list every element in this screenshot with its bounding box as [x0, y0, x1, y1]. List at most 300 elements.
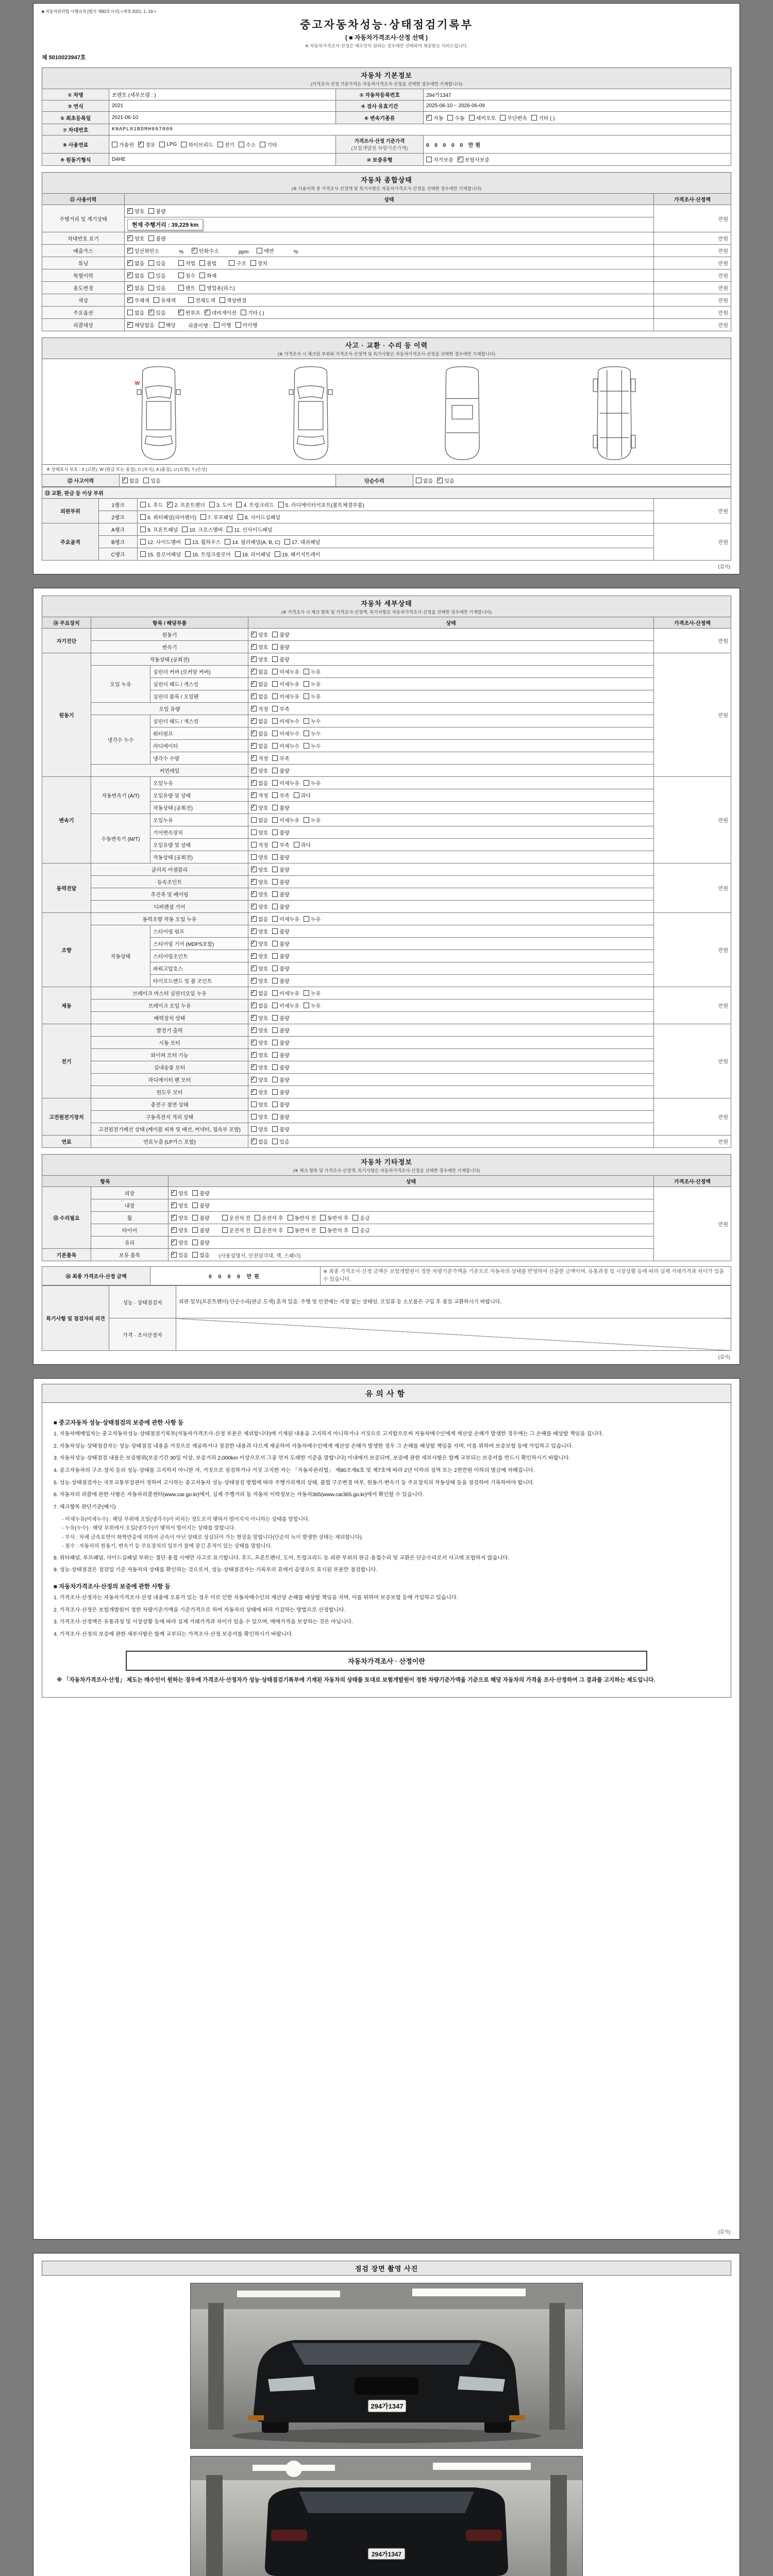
checkbox-icon [185, 539, 191, 545]
table-cell: 작동상태 (공회전) [150, 802, 248, 814]
notices-title: 유의사항 [42, 1384, 731, 1403]
checkbox-option [239, 141, 256, 148]
table-cell [248, 913, 654, 925]
checkbox-label: 적정 [258, 793, 268, 799]
checkbox-icon [447, 115, 453, 121]
checkbox-icon [272, 768, 278, 773]
checkbox-label: 자가보증 [433, 158, 453, 163]
checkbox-option [171, 1214, 188, 1222]
checkbox-option [227, 526, 272, 533]
checkbox-label: 불량 [279, 954, 290, 960]
checkbox-icon [304, 718, 309, 724]
checkbox-label: 있음 [178, 1253, 189, 1259]
checkbox-option [199, 272, 216, 279]
column-header: 가격조사·산정액 [654, 617, 731, 629]
checkbox-icon [251, 953, 257, 959]
field-value: D4HE [109, 154, 336, 166]
checkbox-label: 누유 [310, 917, 321, 923]
checkbox-label: 5. 라디에이터서포트(볼트체결부품) [285, 503, 364, 509]
table-cell: 만원 [654, 629, 731, 653]
checkbox-label: 양호 [258, 1028, 268, 1034]
table-cell [248, 1049, 654, 1061]
checkbox-label: 19. 패키지트레이 [281, 552, 321, 558]
field-label: ⑨ 원동기형식 [42, 154, 109, 166]
table-cell: 만원 [654, 307, 731, 319]
checkbox-label: 불량 [156, 236, 166, 242]
checkbox-icon [251, 1027, 257, 1033]
price-basis-label [336, 135, 424, 154]
checkbox-icon [272, 891, 278, 897]
checkbox-icon [127, 322, 133, 328]
table-cell [169, 1236, 654, 1249]
table-cell [169, 1187, 654, 1199]
table-cell: 오일유량 및 상태 [150, 789, 248, 802]
checkbox-label: 양호 [258, 769, 268, 774]
checkbox-option [171, 1239, 188, 1246]
checkbox-label: 불량 [279, 1041, 290, 1046]
checkbox-label: 없음 [258, 732, 268, 737]
table-cell [138, 499, 654, 511]
checkbox-icon [251, 1064, 257, 1070]
checkbox-label: 없음 [135, 274, 145, 279]
checkbox-icon [272, 1027, 278, 1033]
checkbox-icon [167, 502, 173, 507]
table-cell: 오일유량 및 상태 [150, 839, 248, 851]
car-diagrams [42, 359, 731, 464]
table-cell [248, 629, 654, 641]
table-cell [169, 1224, 654, 1236]
checkbox-label: 누수 [310, 732, 321, 737]
checkbox-label: 이행 [221, 323, 231, 329]
checkbox-label: 기타 [267, 142, 277, 148]
list-item: 7. 체크항목 판단기준(예시) [54, 1504, 116, 1511]
checkbox-label: 가솔린 [119, 142, 134, 148]
checkbox-label: 있음 [156, 274, 166, 279]
checkbox-option [171, 1189, 188, 1197]
checkbox-icon [257, 248, 262, 253]
checkbox-option [500, 114, 527, 122]
checkbox-option [272, 631, 289, 638]
checkbox-label: 불량 [279, 806, 290, 811]
table-row [42, 282, 731, 294]
checkbox-icon [304, 693, 309, 699]
checkbox-icon [251, 1040, 257, 1045]
checkbox-option [238, 513, 280, 521]
table-cell: 브레이크 오일 누유 [91, 999, 248, 1012]
table-cell: 원동기 [42, 653, 91, 777]
checkbox-icon [304, 990, 309, 996]
checkbox-icon [140, 539, 146, 545]
checkbox-option [251, 1088, 268, 1096]
checkbox-icon [272, 1064, 278, 1070]
notices-section-a-title: ■ 중고자동차 성능·상태점검의 보증에 관한 사항 등 [54, 1420, 184, 1426]
table-row [42, 245, 731, 257]
table-cell: 만원 [654, 913, 731, 987]
table-header-row [42, 194, 731, 205]
checkbox-label: 미세누유 [279, 1004, 299, 1009]
checkbox-label: 누유 [310, 1004, 321, 1009]
checkbox-option [251, 631, 268, 638]
table-row [42, 487, 731, 499]
section-title: 점검 장면 촬영 사진 [355, 2265, 418, 2273]
checkbox-option [426, 114, 443, 122]
checkbox-label: 화재 [206, 274, 217, 279]
checkbox-label: 미세누수 [279, 719, 299, 725]
table-cell: 만원 [654, 319, 731, 331]
checkbox-option [272, 804, 289, 811]
table-cell [248, 1061, 654, 1074]
checkbox-icon [127, 208, 133, 214]
checkbox-option [458, 156, 490, 163]
checkbox-icon [251, 1101, 257, 1107]
table-cell: 차대번호 표기 [42, 232, 125, 245]
checkbox-icon [227, 527, 232, 532]
checkbox-option [272, 915, 299, 923]
table-cell [169, 1212, 654, 1224]
checkbox-icon [272, 867, 278, 872]
checkbox-icon [148, 273, 154, 278]
table-cell: 냉각수 수량 [150, 752, 248, 765]
table-row [42, 629, 731, 641]
checkbox-label: 수소 [245, 142, 256, 148]
table-cell: 등속조인트 [91, 876, 248, 888]
table-cell [248, 1111, 654, 1123]
checkbox-option [426, 156, 453, 163]
checkbox-label: 양호 [178, 1216, 189, 1222]
table-cell [248, 666, 654, 678]
table-row [42, 1212, 731, 1224]
table-cell: 조향 [42, 913, 91, 987]
list-item: 6. 자동차의 리콜에 관한 사항은 자동차리콜센터(www.car.go.kr)에서, 실제 주행거리 등 자동차 이력정보는 자동차365(www.car365.go.kr)에서 확인할 수 있습니다. [54, 1492, 424, 1498]
checkbox-option [192, 1189, 209, 1197]
checkbox-icon [140, 527, 146, 532]
checkbox-label: 불량 [279, 929, 290, 935]
checkbox-icon [148, 235, 154, 241]
checkbox-label: 전체도색 [195, 298, 215, 304]
section-title: 사고 · 교환 · 수리 등 이력 [345, 342, 428, 349]
table-row [42, 100, 731, 112]
table-cell [169, 1249, 654, 1261]
checkbox-icon [214, 322, 220, 328]
table-row [42, 1318, 731, 1351]
checkbox-label: 무채색 [135, 298, 149, 304]
checkbox-option [272, 767, 289, 774]
checkbox-icon [416, 478, 422, 483]
table-cell [248, 1074, 654, 1086]
checkbox-icon [272, 706, 278, 711]
table-row [42, 269, 731, 282]
checkbox-option [251, 705, 268, 713]
checkbox-icon [272, 755, 278, 761]
checkbox-icon [272, 879, 278, 885]
checkbox-option [251, 1113, 268, 1121]
table-cell [413, 474, 731, 487]
table-cell: 자동변속기 (A/T) [91, 777, 150, 814]
checkbox-icon [251, 965, 257, 971]
table-cell [248, 1123, 654, 1136]
table-row [42, 205, 731, 217]
checkbox-option [192, 1214, 209, 1222]
checkbox-option [251, 655, 268, 663]
field-label: ⑩ 보증유형 [336, 154, 424, 166]
checkbox-icon [272, 990, 278, 996]
checkbox-label: 15. 플로어패널 [147, 552, 181, 558]
list-item: - 침수 : 자동차의 원동기, 변속기 등 주요장치의 일부가 물에 잠긴 흔적이 있는 상태를 말합니다. [62, 1544, 272, 1550]
table-cell: 만원 [654, 269, 731, 282]
table-cell: 색상 [42, 294, 125, 307]
table-cell: 작동상태 (공회전) [91, 653, 248, 666]
checkbox-option [272, 1063, 289, 1071]
checkbox-option [143, 477, 160, 484]
checkbox-option [251, 742, 268, 750]
checkbox-option [251, 952, 268, 960]
table-cell: 만원 [654, 282, 731, 294]
checkbox-icon [458, 157, 463, 162]
table-cell [248, 1037, 654, 1049]
table-cell: 오일 누유 [91, 666, 150, 703]
table-cell [138, 511, 654, 523]
checkbox-icon [251, 990, 257, 996]
checkbox-option [304, 680, 321, 688]
checkbox-label: 10. 크로스멤버 [189, 528, 223, 533]
checkbox-option [437, 477, 454, 484]
checkbox-icon [272, 1126, 278, 1132]
table-cell [248, 826, 654, 839]
checkbox-icon [272, 731, 278, 736]
checkbox-icon [426, 115, 432, 121]
checkbox-icon [272, 693, 278, 699]
table-cell: 제동 [42, 987, 91, 1024]
checkbox-icon [192, 1227, 198, 1233]
table-cell [248, 765, 654, 777]
table-cell [248, 851, 654, 863]
checkbox-label: 양호 [258, 1115, 268, 1121]
checkbox-option [272, 1051, 289, 1059]
table-cell [248, 1024, 654, 1037]
checkbox-icon [272, 1052, 278, 1058]
checkbox-option [304, 668, 321, 675]
checkbox-option [272, 742, 299, 750]
checkbox-icon [272, 1015, 278, 1021]
checkbox-icon [272, 978, 278, 984]
license-plate-rear: 294가1347 [371, 2551, 402, 2558]
table-cell [248, 1136, 654, 1148]
table-cell: 외장 [91, 1187, 169, 1199]
table-cell [248, 789, 654, 802]
checkbox-option [272, 890, 289, 898]
checkbox-option [272, 705, 289, 713]
checkbox-option [171, 1201, 188, 1209]
table-cell: 배력장치 상태 [91, 1012, 248, 1024]
checkbox-label: 양호 [178, 1204, 189, 1209]
table-row [42, 536, 731, 548]
checkbox-icon [251, 817, 257, 823]
checkbox-label: 7. 루프패널 [208, 515, 233, 521]
table-cell: 오일누유 [150, 777, 248, 789]
table-cell: 원동기 [91, 629, 248, 641]
checkbox-label: 불량 [279, 633, 290, 638]
price-basis-source: (보험개발원 차량기준가액) [351, 146, 408, 151]
table-cell [248, 641, 654, 653]
checkbox-label: 없음 [258, 670, 268, 675]
checkbox-label: 미세누수 [279, 744, 299, 750]
checkbox-icon [222, 1215, 228, 1221]
checkbox-icon [192, 1240, 198, 1245]
checkbox-option [255, 1226, 283, 1234]
checkbox-icon [181, 142, 187, 147]
table-cell: 주요골격 [42, 523, 99, 561]
notices-section-b-items [54, 1594, 719, 1639]
checkbox-option [255, 1214, 283, 1222]
table-cell: 내장 [91, 1199, 169, 1212]
checkbox-icon [222, 1227, 228, 1233]
table-cell: 1랭크 [99, 499, 138, 511]
table-row [42, 1086, 731, 1098]
checkbox-label: 양호 [258, 905, 268, 910]
table-cell [248, 876, 654, 888]
checkbox-label: 운전석 후 [262, 1216, 283, 1222]
checkbox-option [294, 841, 311, 849]
table-cell: 유리 [91, 1236, 169, 1249]
checkbox-option [140, 526, 178, 533]
table-cell: 수동변속기 (M/T) [91, 814, 150, 863]
section-photos [42, 2261, 731, 2276]
table-row [42, 523, 731, 536]
checkbox-icon [251, 780, 257, 786]
table-row [42, 217, 731, 232]
checkbox-label: 불량 [199, 1216, 210, 1222]
checkbox-label: 불량 [279, 1053, 290, 1059]
checkbox-option [251, 989, 268, 997]
checkbox-label: 누수 [310, 744, 321, 750]
table-row [42, 1098, 731, 1111]
table-cell [248, 901, 654, 913]
table-cell: 외판부위 [42, 499, 99, 523]
checkbox-label: 없음 [258, 1140, 268, 1145]
checkbox-label: 네비게이션 [211, 311, 237, 316]
checkbox-icon [159, 142, 165, 147]
table-cell: 연료 [42, 1136, 91, 1148]
checkbox-label: 불량 [279, 1028, 290, 1034]
checkbox-option [251, 828, 268, 836]
checkbox-option [272, 816, 299, 824]
checkbox-label: 미세누유 [279, 670, 299, 675]
table-cell: 라디에이터 [150, 740, 248, 752]
field-value: 294가1347 [424, 89, 731, 100]
checkbox-icon [171, 1215, 177, 1221]
checkbox-label: 4. 트렁크리드 [243, 503, 274, 509]
checkbox-option [272, 940, 289, 947]
checkbox-icon [127, 235, 133, 241]
checkbox-option [199, 259, 216, 267]
checkbox-label: 양호 [178, 1241, 189, 1246]
table-cell [125, 217, 654, 232]
checkbox-option [272, 1014, 289, 1022]
table-row [42, 154, 731, 166]
table-row [42, 511, 731, 523]
table-row [42, 474, 731, 487]
checkbox-label: 누수 [310, 719, 321, 725]
checkbox-label: 없음 [258, 744, 268, 750]
document-header [42, 16, 731, 49]
final-price-table [42, 1266, 731, 1285]
checkbox-icon [192, 248, 197, 253]
checkbox-icon [251, 1015, 257, 1021]
checkbox-option [304, 717, 321, 725]
section-basic-info [42, 67, 731, 89]
checkbox-option [304, 742, 321, 750]
checkbox-icon [239, 142, 244, 147]
checkbox-option [272, 878, 289, 886]
checkbox-label: 불량 [279, 979, 290, 985]
checkbox-label: 불량 [279, 905, 290, 910]
checkbox-label: 양호 [258, 1090, 268, 1096]
checkbox-option [304, 915, 321, 923]
checkbox-option [251, 643, 268, 651]
checkbox-label: 동반석 전 [294, 1228, 316, 1234]
checkbox-icon [255, 1227, 260, 1233]
accident-parts-table [42, 487, 731, 561]
list-item: 1. 가격조사·산정자는 자동차가격조사·산정 내용에 오류가 있는 경우 이로 인한 자동차매수인의 재산상 손해를 배상할 책임을 지며, 이를 위하여 보증보험 등에 가입하고 있습니다. [54, 1595, 458, 1601]
checkbox-option [127, 296, 149, 304]
checkbox-option [272, 841, 289, 849]
checkbox-option [140, 501, 163, 509]
price-appraisal-description: ※ 「자동차가격조사·산정」 제도는 매수인이 원하는 경우에 가격조사·산정자가 성능·상태점검기록부에 기재된 자동차의 상태를 토대로 보험개발원이 정한 차량기준가액을 기준으로 해당 자동차의 가격을 조사·산정하여 그 결과를 고지하는 제도입니다. [57, 1676, 656, 1683]
checkbox-icon [178, 310, 184, 315]
checkbox-label: 양호 [258, 1016, 268, 1022]
checkbox-icon [251, 1077, 257, 1082]
table-row [42, 876, 731, 888]
table-row [42, 641, 731, 653]
checkbox-option [159, 321, 176, 329]
checkbox-icon [272, 644, 278, 650]
checkbox-label: 미세누유 [279, 818, 299, 824]
checkbox-label: 양호 [258, 1127, 268, 1133]
column-header: ⑪ 사용이력 [42, 194, 125, 205]
table-cell: ⑬ 교환, 판금 등 이상 부위 [42, 487, 731, 499]
table-cell [248, 839, 654, 851]
table-cell [138, 536, 654, 548]
checkbox-label: 양호 [258, 855, 268, 861]
section-title: 자동차 종합상태 [361, 176, 412, 184]
checkbox-option [251, 841, 268, 849]
checkbox-icon [251, 681, 257, 687]
table-row [42, 1249, 731, 1261]
checkbox-label: 미세누유 [279, 694, 299, 700]
checkbox-icon [171, 1240, 177, 1245]
checkbox-label: 기타 ( ) [247, 311, 264, 316]
table-row [42, 999, 731, 1012]
comprehensive-table [42, 193, 731, 331]
checkbox-option [272, 1125, 289, 1133]
checkbox-option [251, 964, 268, 972]
table-cell: 브레이크 마스터 실린더오일 누유 [91, 987, 248, 999]
section-title: 자동차 기타정보 [361, 1158, 412, 1166]
table-cell: 보유 품목 [91, 1249, 169, 1261]
checkbox-option [531, 114, 555, 122]
column-header: 항목 / 해당부품 [91, 617, 248, 629]
checkbox-icon [251, 792, 257, 798]
checkbox-icon [251, 916, 257, 922]
table-cell: 만원 [654, 863, 731, 913]
checkbox-icon [304, 916, 309, 922]
checkbox-option [148, 234, 165, 242]
table-cell: ⑫ 사고이력 [42, 474, 120, 487]
checkbox-label: 누유 [310, 694, 321, 700]
table-cell: 만원 [654, 987, 731, 1024]
field-label: ③ 연식 [42, 100, 109, 112]
field-label: ⑤ 최초등록일 [42, 112, 109, 124]
